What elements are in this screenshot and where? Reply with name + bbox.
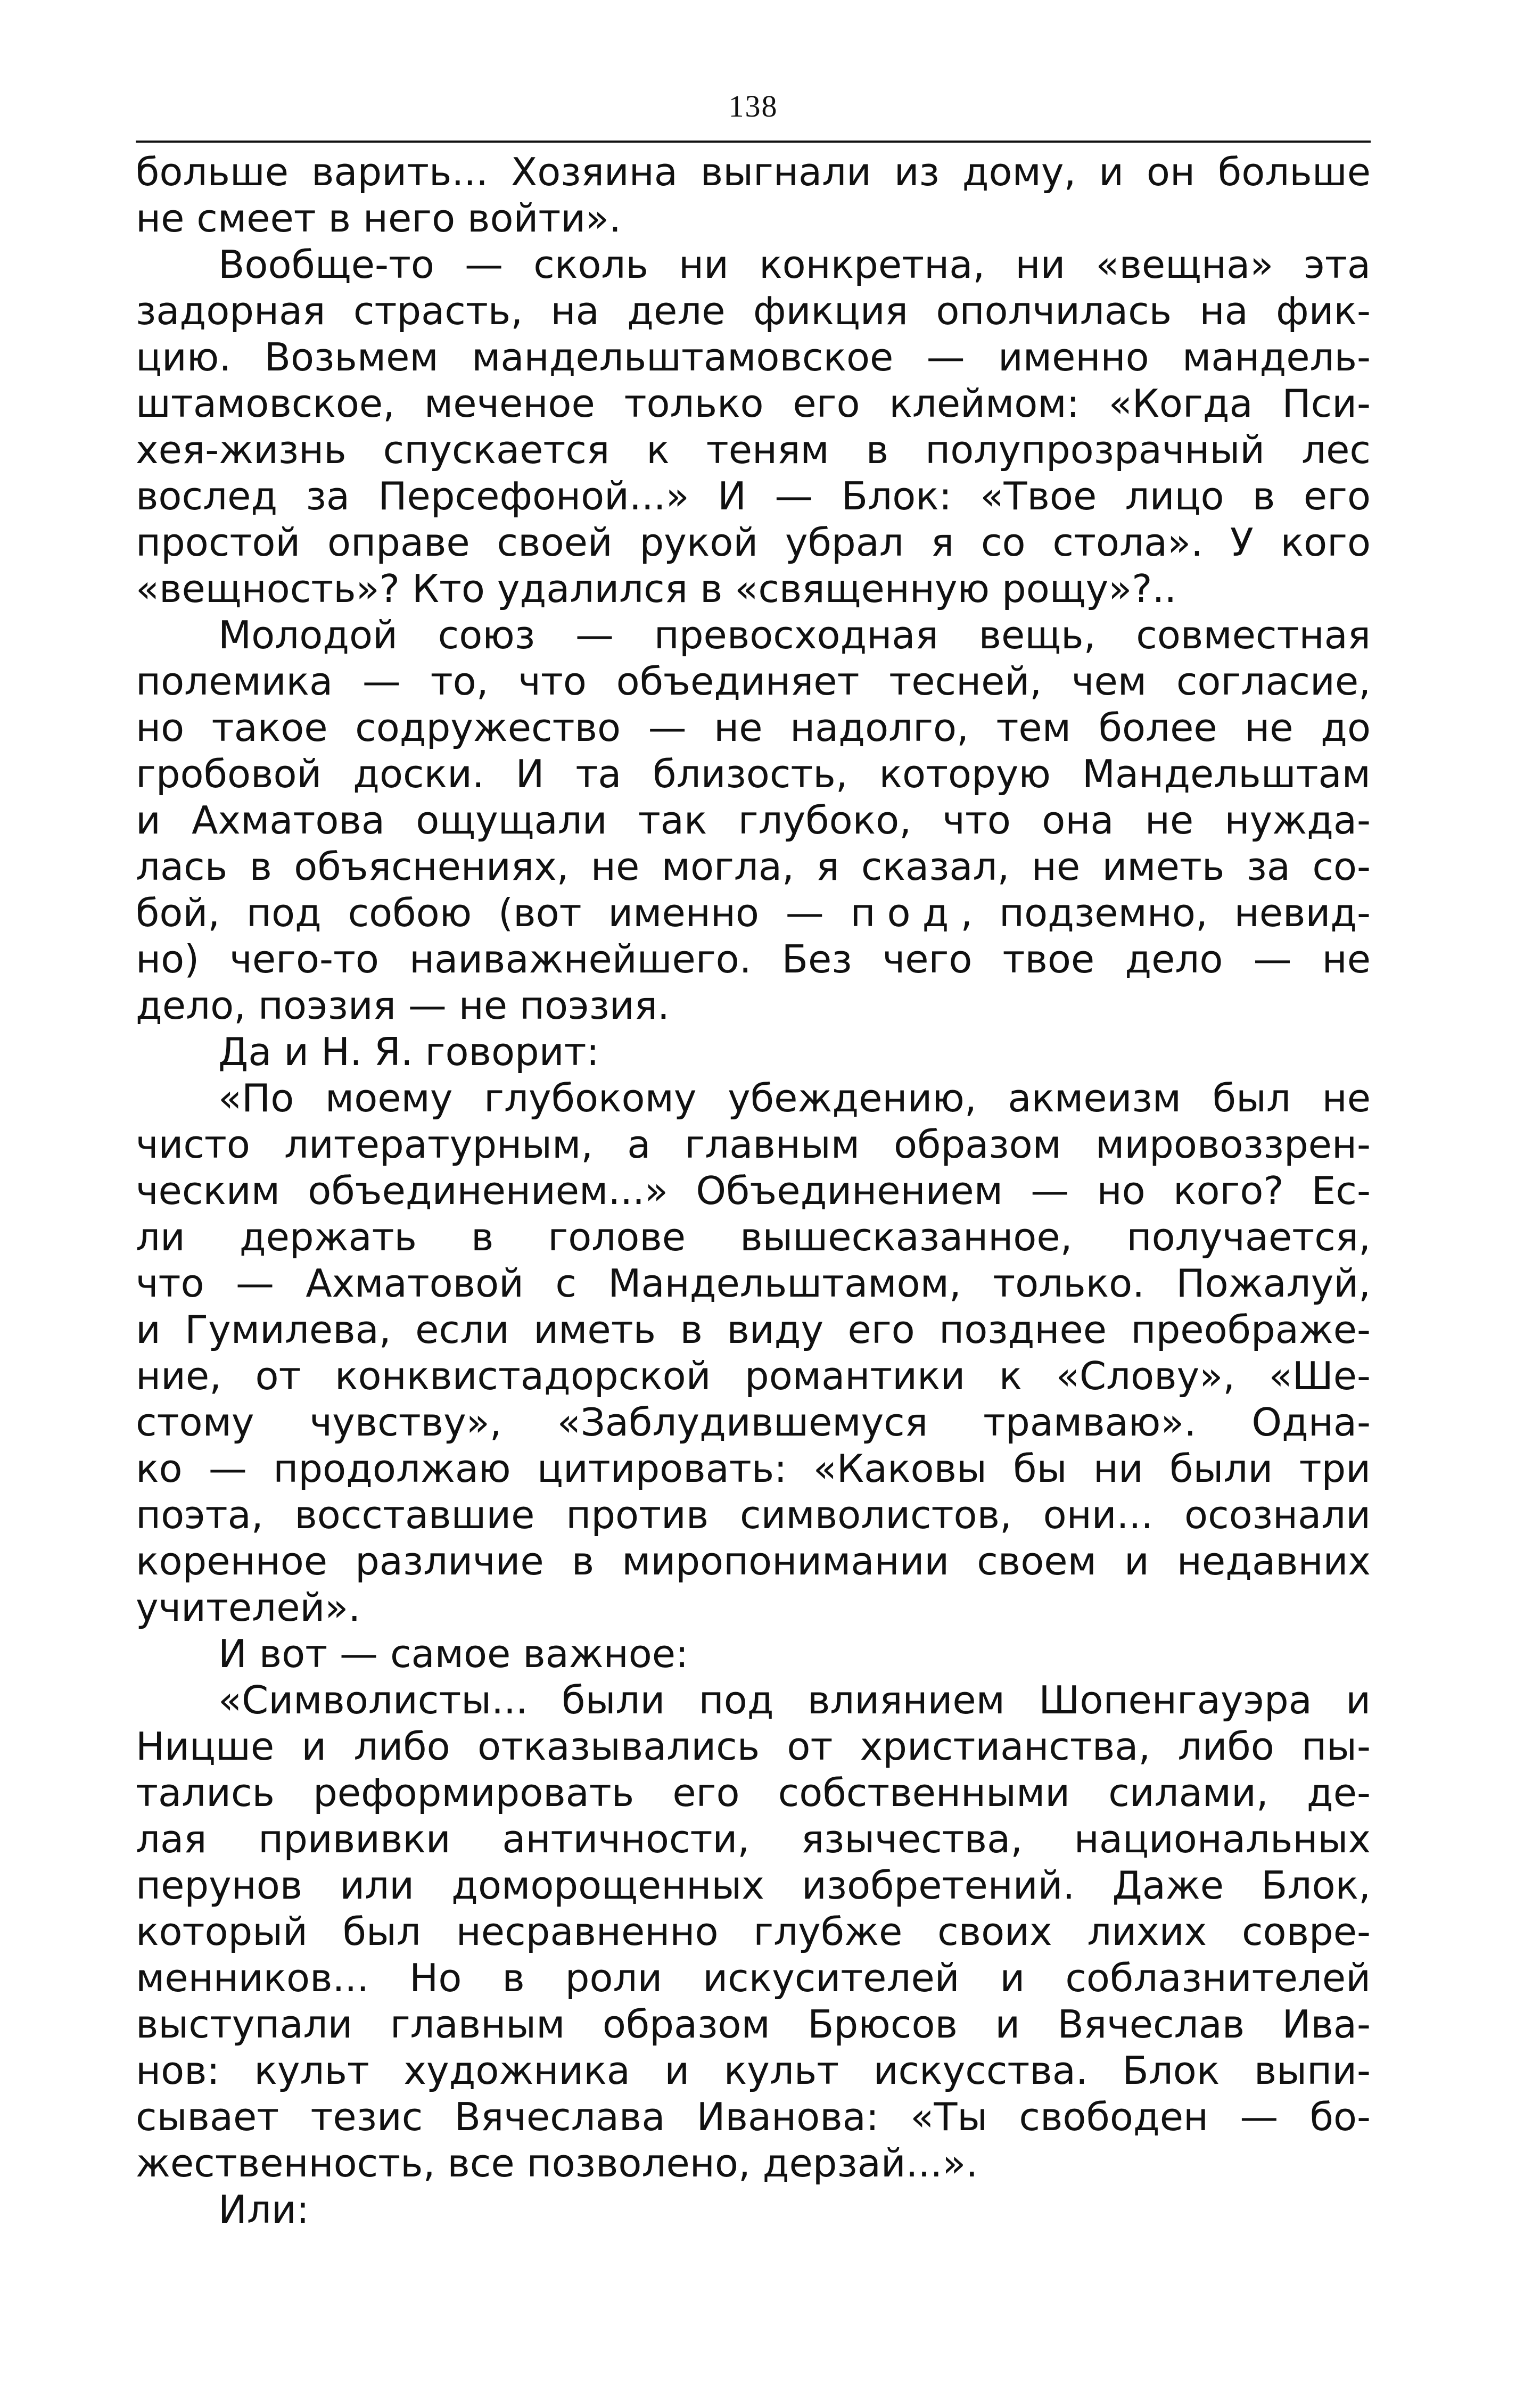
page-number: 138 [728, 89, 778, 123]
body-text [136, 149, 1371, 2233]
text-line: больше варить... Хозяина выгнали из дому, и он больше [136, 150, 1371, 194]
text-line: жественность, все позволено, дерзай...». [136, 2141, 978, 2186]
text-line: учителей». [136, 1585, 361, 1630]
text-line: Да и Н. Я. говорит: [218, 1029, 599, 1074]
text-line: гробовой доски. И та близость, которую Мандельштам [136, 752, 1371, 796]
text-line: но) чего-то наиважнейшего. Без чего твое дело — не [136, 937, 1371, 982]
text-line: чисто литературным, а главным образом мировоззрен- [136, 1122, 1371, 1167]
text-line: «Символисты... были под влиянием Шопенгауэра и [218, 1678, 1371, 1722]
text-line: Молодой союз — превосходная вещь, совместная [218, 613, 1371, 657]
text-line: дело, поэзия — не поэзия. [136, 983, 670, 1028]
spaced-emphasis: под [850, 890, 961, 935]
text-line: коренное различие в миропонимании своем и недавних [136, 1539, 1371, 1584]
text-line: «вещность»? Кто удалился в «священную рощу»?.. [136, 566, 1177, 611]
text-line: но такое содружество — не надолго, тем более не до [136, 705, 1371, 750]
text-line: бой, под собою (вот именно — под, подземно, невид- [136, 890, 1371, 935]
text-line: стому чувству», «Заблудившемуся трамваю». Одна- [136, 1400, 1371, 1445]
text-line: лась в объяснениях, не могла, я сказал, не иметь за со- [136, 844, 1371, 889]
text-line: полемика — то, что объединяет тесней, чем согласие, [136, 659, 1371, 704]
text-line: перунов или доморощенных изобретений. Даже Блок, [136, 1863, 1371, 1908]
text-line: ко — продолжаю цитировать: «Каковы бы ни были три [136, 1446, 1371, 1491]
text-line: выступали главным образом Брюсов и Вячеслав Ива- [136, 2002, 1371, 2047]
text-line: и Гумилева, если иметь в виду его позднее преображе- [136, 1307, 1371, 1352]
text-line: хея-жизнь спускается к теням в полупрозрачный лес [136, 427, 1371, 472]
text-line: Или: [218, 2187, 309, 2232]
text-line: цию. Возьмем мандельштамовское — именно мандель- [136, 335, 1371, 380]
book-page [136, 90, 1371, 2358]
text-line: нов: культ художника и культ искусства. Блок выпи- [136, 2048, 1371, 2093]
header-rule [136, 141, 1371, 143]
text-line: Вообще-то — сколь ни конкретна, ни «вещна» эта [218, 242, 1371, 287]
text-line: штамовское, меченое только его клеймом: «Когда Пси- [136, 381, 1371, 426]
text-line: вослед за Персефоной...» И — Блок: «Твое лицо в его [136, 474, 1371, 518]
text-line: лая прививки античности, язычества, национальных [136, 1817, 1371, 1861]
text-line: и Ахматова ощущали так глубоко, что она не нужда- [136, 798, 1371, 843]
text-line: И вот — самое важное: [218, 1631, 689, 1676]
text-line: менников... Но в роли искусителей и соблазнителей [136, 1956, 1371, 2000]
text-line: не смеет в него войти». [136, 196, 621, 241]
text-line: ческим объединением...» Объединением — но кого? Ес- [136, 1168, 1371, 1213]
text-line: что — Ахматовой с Мандельштамом, только. Пожалуй, [136, 1261, 1371, 1306]
text-line: Ницше и либо отказывались от христианства, либо пы- [136, 1724, 1371, 1769]
text-line: ние, от конквистадорской романтики к «Слову», «Ше- [136, 1354, 1371, 1398]
text-line: «По моему глубокому убеждению, акмеизм был не [218, 1076, 1371, 1120]
text-line: простой оправе своей рукой убрал я со стола». У кого [136, 520, 1371, 565]
text-line: тались реформировать его собственными силами, де- [136, 1770, 1371, 1815]
text-line: задорная страсть, на деле фикция ополчилась на фик- [136, 288, 1371, 333]
text-line: ли держать в голове вышесказанное, получается, [136, 1215, 1371, 1259]
text-line: который был несравненно глубже своих лихих совре- [136, 1909, 1371, 1954]
text-line: поэта, восставшие против символистов, они... осознали [136, 1492, 1371, 1537]
text-line: сывает тезис Вячеслава Иванова: «Ты свободен — бо- [136, 2094, 1371, 2139]
